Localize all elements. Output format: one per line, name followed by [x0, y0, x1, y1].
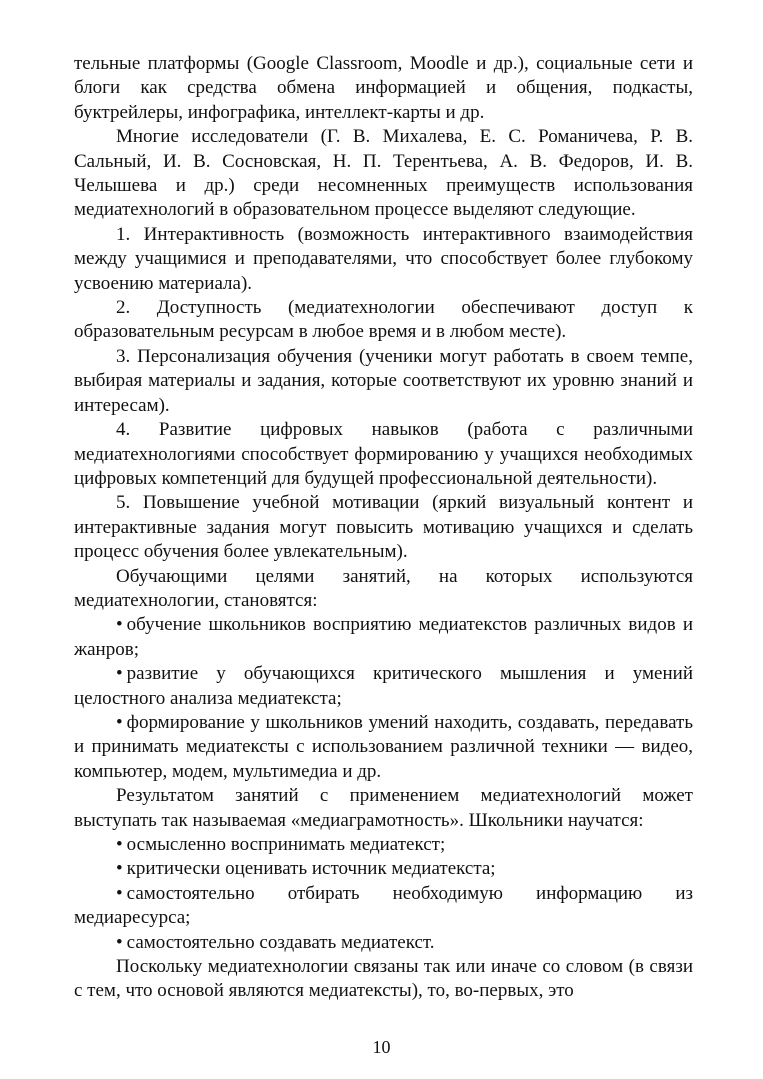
list-item — [74, 613, 693, 662]
list-item — [74, 833, 693, 857]
list-item — [74, 882, 693, 931]
bullet-icon: • — [116, 614, 123, 636]
bullet-icon: • — [116, 882, 123, 904]
body-text — [74, 52, 693, 1004]
list-item — [74, 711, 693, 784]
list-item — [74, 857, 693, 881]
paragraph-results-intro: Результатом занятий с применением медиатехнологий может выступать так называемая «медиаграмотность». Школьники научатся: — [74, 785, 693, 831]
list-item-text: самостоятельно отбирать необходимую информацию из медиаресурса; — [74, 882, 693, 929]
paragraph-personalization: 3. Персонализация обучения (ученики могут работать в своем темпе, выбирая материалы и задания, которые соответствуют их уровню знаний и интересам). — [74, 345, 693, 416]
list-item-text: самостоятельно создавать медиатекст. — [126, 931, 435, 953]
list-item-text: развитие у обучающихся критического мышления и умений целостного анализа медиатекста; — [74, 663, 693, 709]
bullet-icon: • — [116, 663, 123, 685]
paragraph-interactivity: 1. Интерактивность (возможность интерактивного взаимодействия между учащимися и преподавателями, что способствует более глубокому усвоению материала). — [74, 223, 693, 294]
list-item — [74, 931, 693, 955]
bullet-icon: • — [116, 711, 123, 733]
paragraph-final: Поскольку медиатехнологии связаны так или иначе со словом (в связи с тем, что основой являются медиатексты), то, во-первых, это — [74, 956, 693, 1002]
paragraph-goals-intro: Обучающими целями занятий, на которых используются медиатехнологии, становятся: — [74, 565, 693, 611]
list-item-text: критически оценивать источник медиатекста; — [126, 858, 496, 880]
page-number: 10 — [372, 1037, 391, 1057]
paragraph-motivation: 5. Повышение учебной мотивации (яркий визуальный контент и интерактивные задания могут повысить мотивацию учащихся и сделать процесс обучения более увлекательным). — [74, 492, 693, 563]
paragraph-digital-skills: 4. Развитие цифровых навыков (работа с различными медиатехнологиями способствует формированию у учащихся необходимых цифровых компетенций для будущей профессиональной деятельности). — [74, 419, 693, 489]
paragraph-accessibility: 2. Доступность (медиатехнологии обеспечивают доступ к образовательным ресурсам в любое время и в любом месте). — [74, 297, 693, 343]
paragraph-continuation: тельные платформы (Google Classroom, Moodle и др.), социальные сети и блоги как средства обмена информацией и общения, подкасты, буктрейлеры, инфографика, интеллект-карты и др. — [74, 53, 693, 123]
bullet-icon: • — [116, 931, 123, 953]
list-item — [74, 662, 693, 711]
list-item-text: формирование у школьников умений находить, создавать, передавать и принимать медиатексты с использованием различной техники — видео, компьютер, модем, мультимедиа и др. — [74, 711, 693, 782]
list-item-text: осмысленно воспринимать медиатекст; — [126, 834, 446, 855]
paragraph-researchers: Многие исследователи (Г. В. Михалева, Е. С. Романичева, Р. В. Сальный, И. В. Сосновская, Н. П. Терентьева, А. В. Федоров, И. В. Челышева и др.) среди несомненных преимуществ использования медиатехнологий в образовательном процессе выделяют следующие. — [74, 126, 693, 221]
bullet-icon: • — [116, 858, 123, 880]
bullet-icon: • — [116, 834, 123, 855]
list-item-text: обучение школьников восприятию медиатекстов различных видов и жанров; — [74, 614, 693, 660]
